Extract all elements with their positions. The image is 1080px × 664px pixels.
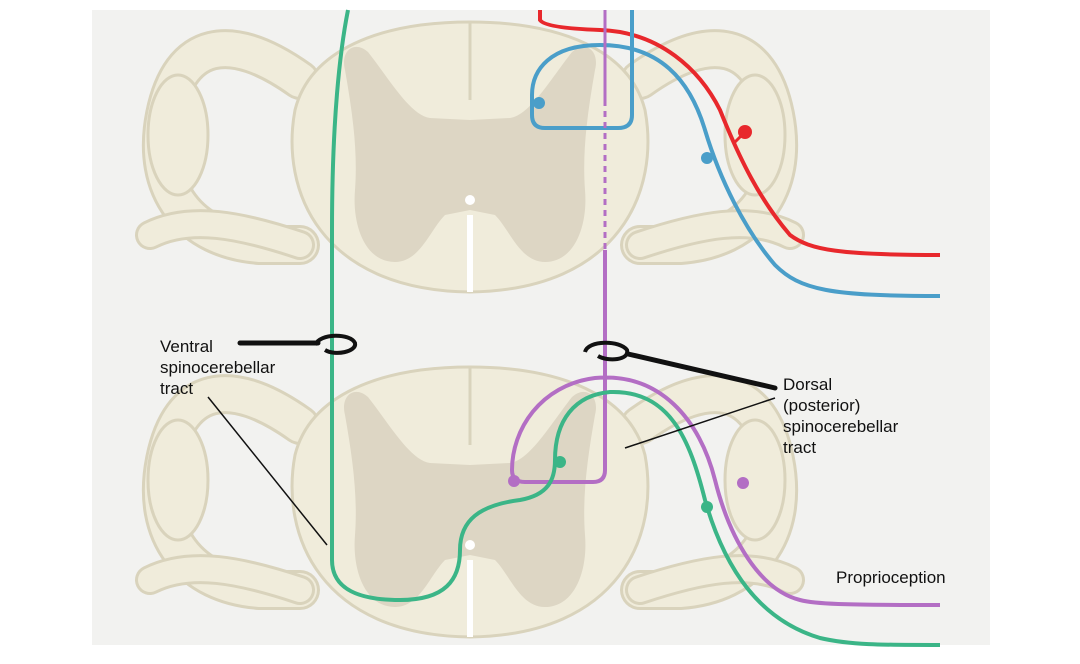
blue-tract-neuron-ganglion [701, 152, 713, 164]
purple-tract-neuron-cord [508, 475, 520, 487]
proprioception-label: Proprioception [836, 568, 946, 587]
dorsal-label-line-3: spinocerebellar [783, 417, 899, 436]
dorsal-label-line-1: Dorsal [783, 375, 833, 394]
ventral-label-line-3: tract [160, 379, 194, 398]
purple-tract-neuron-ganglion [737, 477, 749, 489]
dorsal-label-line-2: (posterior) [783, 396, 861, 415]
blue-tract-neuron-cord [533, 97, 545, 109]
ventral-label-line-2: spinocerebellar [160, 358, 276, 377]
dorsal-spinocerebellar-label [783, 374, 898, 458]
green-tract-neuron-cord [554, 456, 566, 468]
ventral-label-line-1: Ventral [160, 337, 213, 356]
dorsal-label-line-4: tract [783, 438, 817, 457]
ventral-spinocerebellar-label [160, 336, 275, 399]
green-tract-neuron-ganglion [701, 501, 713, 513]
